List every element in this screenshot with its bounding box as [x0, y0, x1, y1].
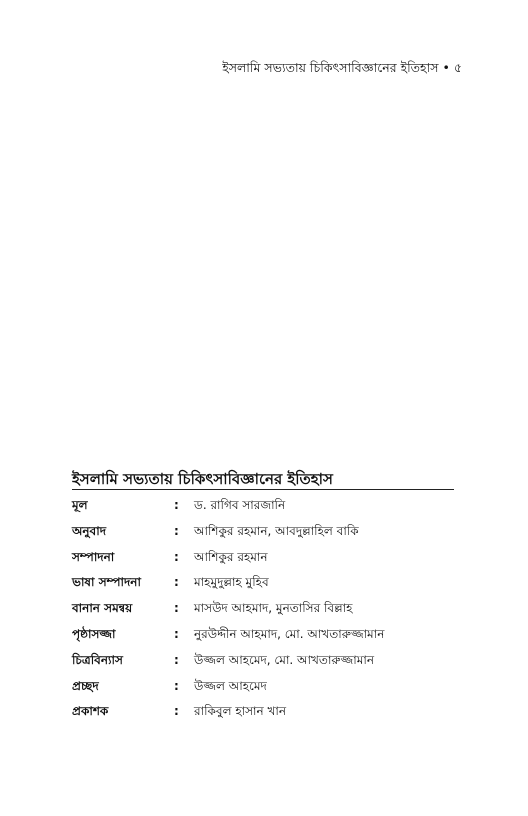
credit-row	[72, 600, 472, 626]
credit-row	[72, 523, 472, 549]
running-header	[222, 60, 462, 80]
credit-row	[72, 574, 472, 600]
credit-colon: :	[174, 575, 179, 590]
running-title: ইসলামি সভ্যতায় চিকিৎসাবিজ্ঞানের ইতিহাস	[222, 60, 439, 75]
credit-row	[72, 678, 472, 704]
credit-colon: :	[174, 704, 179, 719]
title-divider	[72, 489, 454, 490]
credit-role: ভাষা সম্পাদনা	[72, 575, 141, 590]
credit-role: মূল	[72, 498, 88, 512]
credits-list	[72, 497, 472, 729]
credit-name: মাহমুদুল্লাহ মুহিব	[194, 575, 269, 590]
credit-row	[72, 652, 472, 678]
credit-name: উজ্জল আহমেদ	[194, 678, 267, 693]
credit-colon: :	[174, 523, 179, 538]
credit-role: প্রচ্ছদ	[72, 678, 99, 693]
credit-colon: :	[174, 626, 179, 641]
credit-row	[72, 497, 472, 523]
page-number: ৫	[453, 60, 462, 75]
credit-colon: :	[174, 498, 179, 512]
credit-name: আশিকুর রহমান	[194, 549, 268, 564]
book-title: ইসলামি সভ্যতায় চিকিৎসাবিজ্ঞানের ইতিহাস	[72, 470, 333, 488]
credit-row	[72, 703, 472, 729]
credit-colon: :	[174, 601, 179, 616]
header-separator: •	[442, 60, 450, 75]
credit-name: নুরউদ্দীন আহমাদ, মো. আখতারুজ্জামান	[194, 626, 385, 641]
credit-name: ড. রাগিব সারজানি	[194, 498, 286, 512]
credit-colon: :	[174, 549, 179, 564]
credit-name: আশিকুর রহমান, আবদুল্লাহিল বাকি	[194, 523, 359, 538]
credit-colon: :	[174, 678, 179, 693]
credit-name: রাকিবুল হাসান খান	[194, 704, 287, 719]
credit-role: বানান সমন্বয়	[72, 601, 133, 616]
credit-name: উজ্জল আহমেদ, মো. আখতারুজ্জামান	[194, 652, 375, 667]
credit-row	[72, 549, 472, 575]
credit-role: পৃষ্ঠাসজ্জা	[72, 626, 116, 641]
credit-colon: :	[174, 652, 179, 667]
credit-row	[72, 626, 472, 652]
credit-role: চিত্রবিন্যাস	[72, 652, 123, 667]
credit-role: সম্পাদনা	[72, 549, 115, 564]
credit-role: প্রকাশক	[72, 704, 109, 719]
credit-name: মাসউদ আহমাদ, মুনতাসির বিল্লাহ	[194, 601, 353, 616]
credit-role: অনুবাদ	[72, 523, 107, 538]
